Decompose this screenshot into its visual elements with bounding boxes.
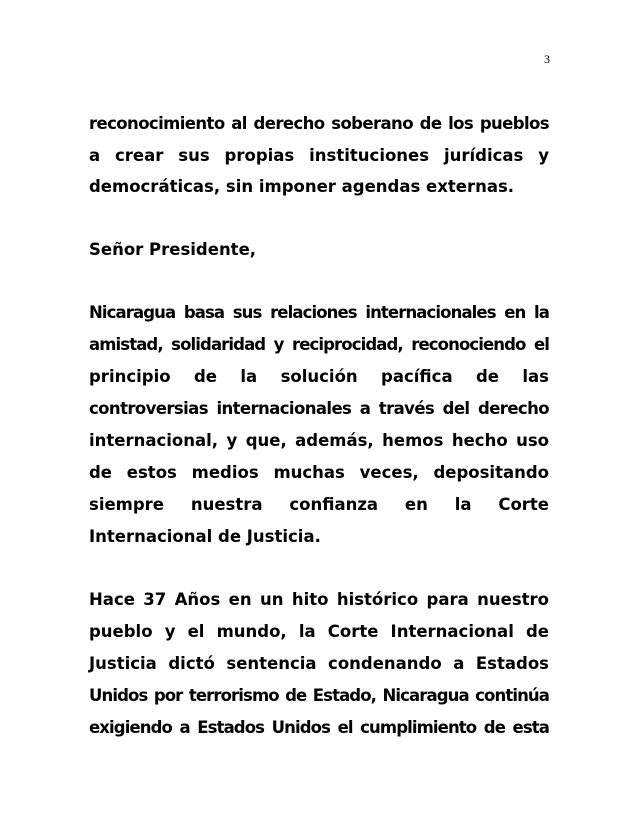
paragraph-2-line-2: amistad, solidaridad y reciprocidad, reconociendo el	[89, 335, 549, 354]
salutation: Señor Presidente,	[89, 240, 257, 259]
paragraph-2-line-3: principio de la solución pacífica de las	[89, 367, 549, 386]
paragraph-2-line-8: Internacional de Justicia.	[89, 527, 321, 546]
paragraph-2-line-1: Nicaragua basa sus relaciones internacionales en la	[89, 303, 549, 322]
paragraph-2-line-4: controversias internacionales a través del derecho	[89, 399, 549, 418]
paragraph-3-line-1: Hace 37 Años en un hito histórico para nuestro	[89, 590, 549, 609]
paragraph-3-line-5: exigiendo a Estados Unidos el cumplimiento de esta	[89, 718, 549, 737]
paragraph-1-line-2: a crear sus propias instituciones jurídicas y	[89, 146, 549, 165]
paragraph-3-line-3: Justicia dictó sentencia condenando a Estados	[89, 654, 549, 673]
paragraph-2-line-7: siempre nuestra confianza en la Corte	[89, 495, 549, 514]
page-number: 3	[544, 52, 550, 66]
paragraph-3-line-4: Unidos por terrorismo de Estado, Nicaragua continúa	[89, 686, 549, 705]
paragraph-2-line-5: internacional, y que, además, hemos hecho uso	[89, 431, 549, 450]
paragraph-2-line-6: de estos medios muchas veces, depositando	[89, 463, 549, 482]
paragraph-1-line-3: democráticas, sin imponer agendas externas.	[89, 177, 515, 196]
paragraph-3-line-2: pueblo y el mundo, la Corte Internacional de	[89, 622, 549, 641]
paragraph-1-line-1: reconocimiento al derecho soberano de los pueblos	[89, 114, 549, 133]
